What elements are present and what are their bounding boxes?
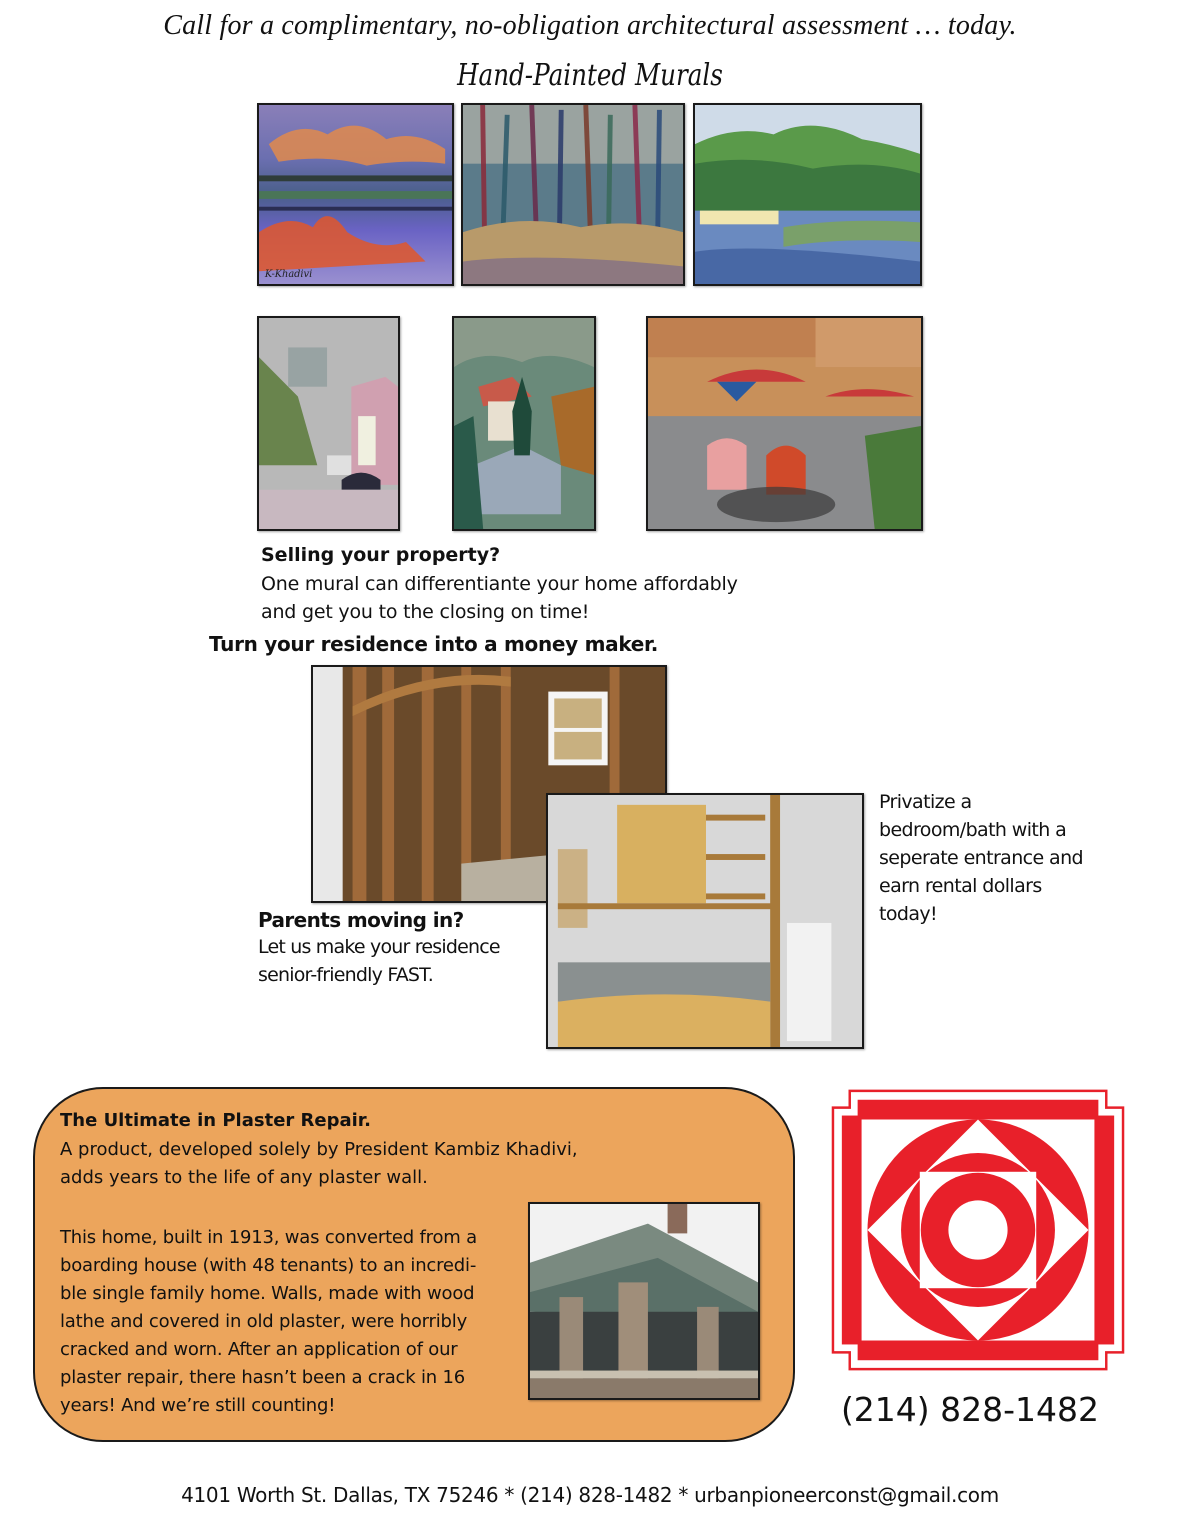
privatize-text bbox=[879, 788, 1119, 928]
footer-contact[interactable]: 4101 Worth St. Dallas, TX 75246 * (214) 828-1482 * urbanpioneerconst@gmail.com bbox=[181, 1483, 999, 1507]
plaster-story-line: ble single family home. Walls, made with wood bbox=[60, 1283, 475, 1304]
plaster-story-line: This home, built in 1913, was converted from a bbox=[60, 1227, 477, 1248]
privatize-line: today! bbox=[879, 903, 938, 925]
mural-image-street-scene bbox=[257, 316, 400, 531]
mural-image-forest bbox=[461, 103, 685, 286]
plaster-intro-line: adds years to the life of any plaster wall. bbox=[60, 1166, 428, 1188]
renovation-after-photo bbox=[546, 793, 864, 1049]
plaster-story-line: years! And we’re still counting! bbox=[60, 1395, 336, 1416]
parents-line-2: senior-friendly FAST. bbox=[258, 964, 433, 986]
privatize-line: earn rental dollars bbox=[879, 875, 1042, 897]
selling-heading: Selling your property? bbox=[261, 544, 501, 566]
mural-image-sunset-lake bbox=[257, 103, 454, 286]
plaster-story-line: lathe and covered in old plaster, were horribly bbox=[60, 1311, 468, 1332]
privatize-line: bedroom/bath with a bbox=[879, 819, 1067, 841]
company-logo bbox=[830, 1085, 1126, 1375]
historic-house-photo bbox=[528, 1202, 760, 1400]
parents-heading: Parents moving in? bbox=[258, 908, 464, 932]
plaster-intro bbox=[60, 1136, 660, 1191]
mural-image-hillside-village bbox=[452, 316, 596, 531]
tagline: Call for a complimentary, no-obligation architectural assessment … today. bbox=[163, 10, 1017, 41]
logo-phone-number[interactable]: (214) 828-1482 bbox=[840, 1390, 1100, 1429]
plaster-story bbox=[60, 1224, 520, 1420]
plaster-intro-line: A product, developed solely by President Kambiz Khadivi, bbox=[60, 1139, 578, 1160]
mural-image-park-bridge bbox=[693, 103, 922, 286]
painting-signature: K-Khadivi bbox=[264, 269, 313, 281]
plaster-story-line: cracked and worn. After an application of our bbox=[60, 1339, 458, 1360]
selling-line-1: One mural can differentiante your home affordably bbox=[261, 573, 738, 595]
selling-line-2: and get you to the closing on time! bbox=[261, 601, 590, 623]
privatize-line: seperate entrance and bbox=[879, 847, 1083, 869]
money-maker-heading: Turn your residence into a money maker. bbox=[209, 632, 659, 656]
plaster-story-line: boarding house (with 48 tenants) to an incredi- bbox=[60, 1255, 477, 1276]
mural-image-cafe-patio bbox=[646, 316, 923, 531]
parents-line-1: Let us make your residence bbox=[258, 936, 500, 958]
plaster-title: The Ultimate in Plaster Repair. bbox=[60, 1110, 371, 1131]
privatize-line: Privatize a bbox=[879, 791, 972, 813]
murals-title: Hand-Painted Murals bbox=[457, 58, 723, 93]
plaster-story-line: plaster repair, there hasn’t been a crack in 16 bbox=[60, 1367, 465, 1388]
